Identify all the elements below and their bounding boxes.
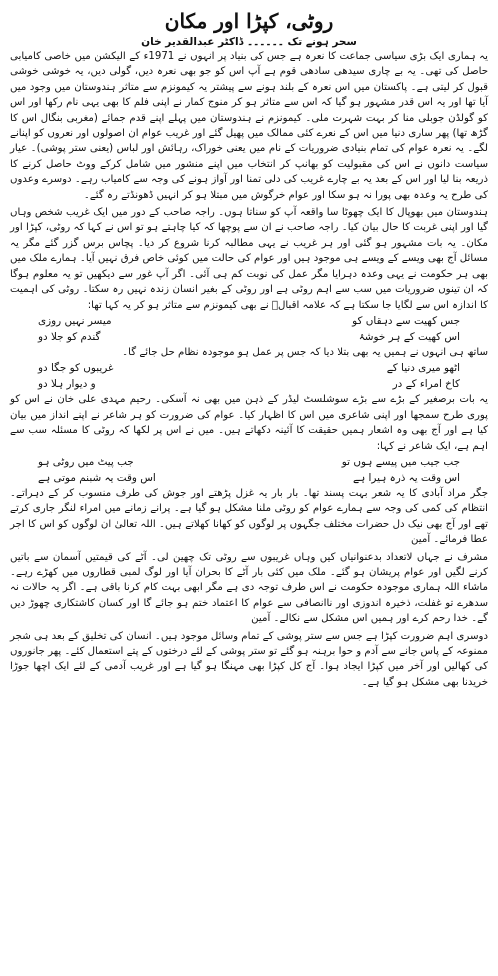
paragraph-clothing: دوسری اہم ضرورت کپڑا ہے جس سے ستر پوشی کے تمام وسائل موجود ہیں۔ انسان کی تخلیق کے بعد ہی شجر ممنوعہ کے پاس جانے سے آدم و حوا برہنہ ہو گئے تو ستر پوشی کے لئے درختوں کے پتے استعمال کئے۔ پھر جانوروں کی کھالیں اور آخر میں کپڑا ایجاد ہوا۔ آج کل کپڑا بھی مہنگا ہو گیا ہے اور غریب آدمی کے لئے ایک اچھا جوڑا خریدنا بھی مشکل ہو گیا ہے۔: [10, 630, 488, 688]
poem-verse-3: [38, 454, 460, 486]
poem-hemistich: جب جیب میں پیسے ہوں تو: [341, 455, 460, 468]
poem-verse-2: [38, 360, 460, 392]
paragraph-bhopal: ہندوستان میں بھوپال کا ایک چھوٹا سا واقعہ آپ کو سناتا ہوں۔ راجہ صاحب کے دور میں ایک غریب شخص وہاں گیا اور اپنی غربت کا حال بیان کیا۔ راجہ صاحب نے ان سے پوچھا کہ کیا چاہتے ہو تو اس نے کہا کہ روٹی، کپڑا اور مکان۔ یہ بات مشہور ہو گئی اور ہر غریب نے یہی مطالبہ کرنا شروع کر دیا۔ پچاس برس گزر گئے مگر یہ مسائل آج بھی ویسے کے ویسے ہی موجود ہیں اور عوام کی حالت میں کوئی خاص فرق نہیں آیا۔ ہمارے ملک میں بھی ہر حکومت نے یہی وعدہ دہرایا مگر عمل کی نوبت کم ہی آئی۔ اگر آپ غور سے دیکھیں تو یہ معلوم ہوگا کہ ان تینوں ضروریات میں سب سے اہم روٹی ہے اور روٹی کے بغیر انسان زندہ نہیں رہ سکتا۔ روٹی کی اہمیت کا اندازہ اس سے لگایا جا سکتا ہے کہ علامہ اقبالؒ نے بھی کیمونزم سے متاثر ہو کر یہ کہا تھا:: [10, 207, 488, 311]
paragraph-musharraf: مشرف نے جہاں لاتعداد بدعنوانیاں کیں وہاں غریبوں سے روٹی تک چھین لی۔ آٹے کی قیمتیں آسمان سے باتیں کرنے لگیں اور عوام پریشان ہو گئے۔ ملک میں کئی بار آٹے کا بحران آیا اور لوگ لمبی قطاروں میں کھڑے رہے۔ ماشاء اللہ ہماری موجودہ حکومت نے اس طرف توجہ دی ہے مگر ابھی بہت کام کرنا باقی ہے۔ اگر یہ حالات نہ سدھرے تو غفلت، ذخیرہ اندوزی اور ناانصافی سے عوام کا اعتماد ختم ہو جائے گا اور کسان کاشتکاری چھوڑ دیں گے۔ خدا رحم کرے اور ہمیں اس مشکل سے نکالے۔ آمین: [10, 551, 488, 625]
poem-line: [38, 360, 460, 376]
poem-line: [38, 454, 460, 470]
paragraph-intro: یہ ہماری ایک بڑی سیاسی جماعت کا نعرہ ہے جس کی بنیاد پر انہوں نے 1971ء کے الیکشن میں خاصی کامیابی حاصل کی تھی۔ یہ بے چاری سیدھی سادھی قوم ہے آپ اس کو جو بھی نعرہ دیں، گولی دیں، یہ خوشی خوشی قبول کر لیتی ہے۔ پاکستان میں اس نعرہ کے بلند ہونے سے پیشتر یہ کیمونزم سے متاثر ہندوستان میں وجود میں آیا تھا اور یہ اس قدر مشہور ہو گیا کہ اس سے متاثر ہو کر منوج کمار نے اپنی فلم کا بھی یہی نام رکھا اور اس کو گولڈن جوبلی منا کر بہت شہرت ملی۔ کیمونزم نے ہندوستان میں پہلے اپنے قدم جمائے (مغربی بنگال اس کا گڑھ تھا) پھر ساری دنیا میں اس کے نعرے کئی ممالک میں پھیل گئے اور غریب عوام ان اصولوں اور نعروں کو اپنانے لگے۔ یہ نعرہ عوام کی تمام بنیادی ضروریات کے نام میں یعنی خوراک، رہائش اور لباس (یعنی ستر پوشی)۔ عیار سیاست دانوں نے اس کی مقبولیت کو بھانپ کر انتخاب میں اپنے منشور میں شامل کرکے ووٹ حاصل کرنے کا ذریعہ بنا لیا اور اس کے بعد یہ بے چارے غریب کی دلی تمنا اور آواز ہونے کی وجہ سے کامیاب رہے۔ دوسرے وعدوں کی طرح یہ وعدہ بھی پورا نہ ہو سکا اور عوام خرگوش میں مبتلا ہو کر انہیں ڈھونڈتے رہ گئے۔: [10, 51, 488, 201]
poem-hemistich: میسر نہیں روزی: [38, 314, 112, 327]
poem-hemistich: اس کھیت کے ہر خوشۂ: [358, 330, 460, 343]
poem-line: [38, 470, 460, 486]
poem-hemistich: و دیوار ہلا دو: [38, 378, 96, 391]
poem-hemistich: اس وقت یہ ذرہ ہیرا ہے: [352, 471, 460, 484]
poem-line: [38, 313, 460, 329]
poem-verse-1: [38, 313, 460, 345]
paragraph-jigar: جگر مراد آبادی کا یہ شعر بہت پسند تھا۔ بار بار یہ غزل پڑھتے اور جوش کی طرف منسوب کر کے دہراتے۔ انتظام کی کمی کی وجہ سے ہمارے عوام کو روٹی ملنا مشکل ہو گیا ہے۔ پرانے زمانے میں امراء لنگر جاری کرتے تھے اور آج بھی نیک دل حضرات مختلف جگہوں پر لوگوں کو کھانا کھلاتے ہیں۔ اللہ تعالیٰ ان لوگوں کو اس کا اجر عطا فرمائے۔ آمین: [10, 487, 488, 546]
poem-hemistich: جس کھیت سے دہقاں کو: [352, 314, 460, 327]
paragraph-socialist: یہ بات برصغیر کے بڑے سے بڑے سوشلسٹ لیڈر کے ذہن میں بھی نہ آسکی۔ رحیم مہدی علی خان نے اس کو پوری طرح سمجھا اور اپنی شاعری میں اس کا اظہار کیا۔ عوام کی ضرورت کو ہر شاعر نے اپنے انداز میں بیان کیا ہے اور آج بھی وہ اشعار ہمیں حقیقت کا آئینہ دکھاتے ہیں۔ میں نے اس پر لکھا کہ روٹی کا مسئلہ سب سے اہم ہے، ایک شاعر نے کہا:: [10, 394, 488, 452]
poem-note: ساتھ ہی انہوں نے ہمیں یہ بھی بتلا دیا کہ جس پر عمل ہو موجودہ نظام حل جائے گا۔: [122, 346, 488, 358]
article-byline: سحر ہونے تک ۔۔۔۔۔۔ ڈاکٹر عبدالقدیر خان: [141, 36, 357, 48]
poem-hemistich: اٹھو میری دنیا کے: [386, 362, 460, 375]
poem-hemistich: اس وقت یہ شبنم موتی ہے: [38, 471, 156, 484]
poem-line: [38, 376, 460, 392]
poem-hemistich: کاخ امراء کے در: [392, 378, 460, 391]
poem-hemistich: جب پیٹ میں روٹی ہو: [38, 455, 134, 468]
article-title: روٹی، کپڑا اور مکان: [164, 9, 334, 33]
poem-line: [38, 329, 460, 345]
poem-hemistich: غریبوں کو جگا دو: [38, 362, 114, 375]
poem-hemistich: گندم کو جلا دو: [38, 330, 101, 343]
